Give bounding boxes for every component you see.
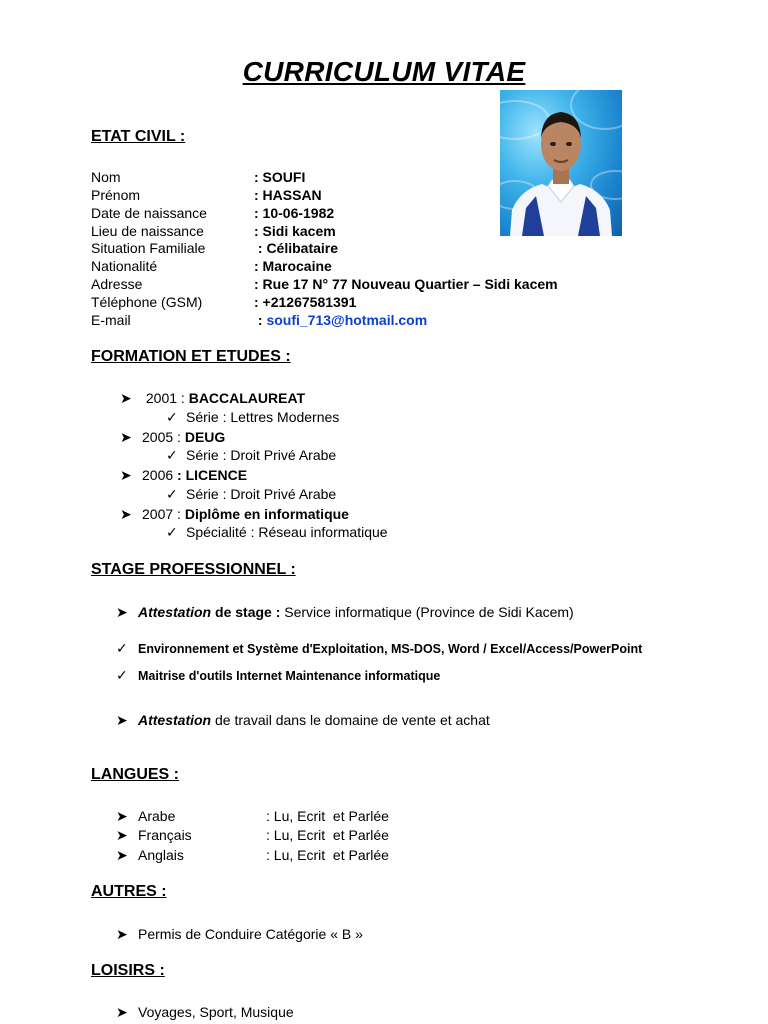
field-value: : Marocaine <box>254 258 332 274</box>
stage-item-text: de travail dans le domaine de vente et achat <box>211 712 490 728</box>
arrow-bullet-icon: ➤ <box>116 712 128 728</box>
field-label: Adresse <box>91 276 143 292</box>
loisirs-heading: LOISIRS : <box>91 962 165 979</box>
formation-detail-text: Série : Lettres Modernes <box>186 409 340 425</box>
field-label: Date de naissance <box>91 205 207 221</box>
formation-degree: BACCALAUREAT <box>188 390 306 406</box>
formation-year: 2006 <box>142 467 178 483</box>
stage-skill-text: Maitrise d'outils Internet Maintenance informatique <box>138 669 441 683</box>
formation-year: 2005 : <box>142 429 185 445</box>
loisirs-item <box>116 1003 294 1021</box>
stage-skill-text: Environnement et Système d'Exploitation, MS-DOS, Word / Excel/Access/PowerPoint <box>138 642 643 656</box>
field-label: Nom <box>91 169 121 185</box>
check-icon: ✓ <box>166 486 178 502</box>
arrow-bullet-icon: ➤ <box>116 827 128 843</box>
stage-item-attestation-travail <box>116 711 490 729</box>
etat-civil-row-situation <box>91 239 711 257</box>
langue-name: Anglais <box>138 847 184 863</box>
formation-degree: : LICENCE <box>177 467 248 483</box>
arrow-bullet-icon: ➤ <box>116 1004 128 1020</box>
formation-detail-text: Série : Droit Privé Arabe <box>186 486 337 502</box>
autres-item <box>116 925 363 943</box>
formation-item <box>120 505 349 523</box>
email-separator: : <box>254 312 267 328</box>
check-icon: ✓ <box>166 447 178 463</box>
field-label: Lieu de naissance <box>91 223 204 239</box>
check-icon: ✓ <box>116 667 128 683</box>
langue-level: : Lu, Ecrit et Parlée <box>266 847 389 863</box>
stage-heading: STAGE PROFESSIONNEL : <box>91 561 296 578</box>
etat-civil-row-adresse <box>91 275 711 293</box>
field-value: : Célibataire <box>254 240 339 256</box>
field-label: Prénom <box>91 187 141 203</box>
field-value: : 10-06-1982 <box>254 205 335 221</box>
field-value: : +21267581391 <box>254 294 357 310</box>
etat-civil-heading: ETAT CIVIL : <box>91 128 186 145</box>
stage-item-bold: de stage : <box>211 604 281 620</box>
cv-title: CURRICULUM VITAE <box>242 56 526 87</box>
arrow-bullet-icon: ➤ <box>120 390 132 406</box>
langues-heading: LANGUES : <box>91 766 179 783</box>
stage-item-emphasis: Attestation <box>138 712 212 728</box>
stage-item-text: Service informatique (Province de Sidi Kacem) <box>280 604 574 620</box>
email-link[interactable]: soufi_713@hotmail.com <box>266 312 428 328</box>
formation-detail-text: Série : Droit Privé Arabe <box>186 447 337 463</box>
check-icon: ✓ <box>116 640 128 656</box>
arrow-bullet-icon: ➤ <box>116 926 128 942</box>
autres-item-text: Permis de Conduire Catégorie « B » <box>138 926 363 942</box>
arrow-bullet-icon: ➤ <box>120 429 132 445</box>
field-value: : Sidi kacem <box>254 223 336 239</box>
field-value: : HASSAN <box>254 187 322 203</box>
check-icon: ✓ <box>166 524 178 540</box>
field-label: Nationalité <box>91 258 158 274</box>
stage-skill-item <box>116 639 642 658</box>
formation-item <box>120 428 225 446</box>
langue-name: Français <box>138 827 192 843</box>
langue-name: Arabe <box>138 808 176 824</box>
etat-civil-row-lieu-naissance <box>91 222 711 240</box>
etat-civil-row-nom <box>91 168 711 186</box>
formation-year: 2001 : <box>142 390 189 406</box>
langue-level: : Lu, Ecrit et Parlée <box>266 827 389 843</box>
formation-year: 2007 : <box>142 506 185 522</box>
check-icon: ✓ <box>166 409 178 425</box>
formation-detail <box>166 523 388 541</box>
formation-item <box>120 389 305 407</box>
autres-heading: AUTRES : <box>91 883 167 900</box>
etat-civil-row-prenom <box>91 186 711 204</box>
formation-degree: DEUG <box>184 429 226 445</box>
langue-item <box>116 826 516 844</box>
formation-detail <box>166 408 339 426</box>
langue-item <box>116 807 516 825</box>
field-value: : Rue 17 N° 77 Nouveau Quartier – Sidi kacem <box>254 276 558 292</box>
etat-civil-row-telephone <box>91 293 711 311</box>
loisirs-item-text: Voyages, Sport, Musique <box>138 1004 294 1020</box>
arrow-bullet-icon: ➤ <box>116 604 128 620</box>
stage-item-attestation-stage <box>116 603 574 621</box>
etat-civil-row-nationalite <box>91 257 711 275</box>
langue-item <box>116 846 516 864</box>
field-value <box>254 311 427 329</box>
field-label: E-mail <box>91 312 131 328</box>
field-value: : SOUFI <box>254 169 306 185</box>
formation-detail-text: Spécialité : Réseau informatique <box>186 524 388 540</box>
formation-heading: FORMATION ET ETUDES : <box>91 348 291 365</box>
field-label: Situation Familiale <box>91 240 206 256</box>
field-label: Téléphone (GSM) <box>91 294 203 310</box>
formation-detail <box>166 446 336 464</box>
arrow-bullet-icon: ➤ <box>116 847 128 863</box>
stage-skill-item <box>116 666 440 685</box>
formation-item <box>120 466 247 484</box>
stage-item-emphasis: Attestation <box>138 604 212 620</box>
formation-degree: Diplôme en informatique <box>184 506 349 522</box>
formation-detail <box>166 485 336 503</box>
arrow-bullet-icon: ➤ <box>120 506 132 522</box>
etat-civil-row-email <box>91 311 711 329</box>
langue-level: : Lu, Ecrit et Parlée <box>266 808 389 824</box>
etat-civil-row-date-naissance <box>91 204 711 222</box>
arrow-bullet-icon: ➤ <box>116 808 128 824</box>
arrow-bullet-icon: ➤ <box>120 467 132 483</box>
